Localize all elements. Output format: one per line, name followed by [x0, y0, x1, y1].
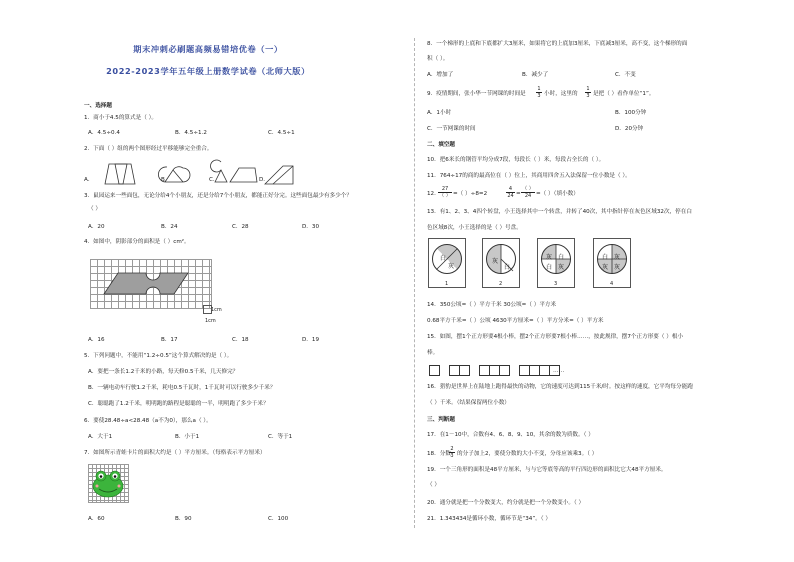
question-18-part1: 18．分数 — [427, 451, 451, 457]
q4-shaded-shape — [90, 259, 212, 309]
question-18-part2: 的分子加上2，要使分数的大小不变，分母应该乘3。（ ） — [457, 451, 598, 457]
question-13-line2: 色区域8次，小王选择的是（ ）号盘。 — [427, 225, 522, 231]
spinner-3-white-label-2: 白 — [546, 264, 553, 271]
question-14-line2: 0.68平方千米=（ ）公顷 4630平方厘米=（ ）平方分米=（ ）平方米 — [427, 318, 604, 324]
question-13-line1: 13．有1、2、3、4四个转盘，小王选择其中一个转盘，并转了40次，其中指针停在灰色区域32次，停在白 — [427, 209, 692, 215]
q6-option-c: C．等于1 — [268, 434, 293, 440]
frog-card-image — [88, 464, 129, 503]
question-15-line2: 棒。 — [427, 350, 439, 356]
q4-option-b: B．17 — [161, 337, 178, 343]
question-3-line2: （ ） — [88, 206, 101, 212]
q4-unit-label-bottom: 1cm — [205, 318, 216, 324]
q7-option-a: A．60 — [88, 516, 105, 522]
q12-frac1-numerator: 27 — [441, 186, 449, 192]
spinner-2-white-label: 白 — [504, 264, 511, 271]
question-17: 17．在1－10中，合数有4、6、8、9、10，其余的数为质数。（ ） — [427, 432, 594, 438]
q2-option-c: C． — [209, 177, 219, 183]
spinner-4-white-label: 白 — [602, 254, 609, 261]
spinner-1-gray-label: 灰 — [448, 263, 455, 270]
q12-equals: = — [516, 191, 521, 197]
section-judge-heading: 三、判断题 — [427, 417, 455, 423]
spinner-3-gray-label-2: 灰 — [558, 264, 565, 271]
q4-unit-label-side: 1cm — [211, 307, 222, 313]
section-fill-heading: 二、填空题 — [427, 142, 455, 148]
q9-option-b: B．100分钟 — [615, 110, 647, 116]
spinner-3-gray-label-1: 灰 — [546, 254, 553, 261]
q2-option-a: A． — [84, 177, 94, 183]
q7-option-c: C．100 — [268, 516, 289, 522]
q12-frac2-numerator: 4 — [508, 186, 513, 192]
q3-option-d: D．30 — [302, 224, 320, 230]
q1-option-b: B．4.5÷1.2 — [175, 130, 207, 136]
spinner-3-white-label-1: 白 — [558, 254, 565, 261]
spinner-4-gray-label-2: 灰 — [602, 264, 609, 271]
q15-squares-figure — [429, 365, 569, 377]
question-16-line1: 16．猎豹是世界上在陆地上跑得最快的动物，它的速度可达到115千米/时。按这样的速度，它平均每分能跑 — [427, 384, 693, 390]
q8-option-c: C．不变 — [615, 72, 636, 78]
question-15-line1: 15．如图，摆1个正方形要4根小棒，摆2个正方形要7根小棒……，按此规律，摆7个正方形要（ ）根小 — [427, 334, 684, 340]
question-19-line2: （ ） — [427, 482, 440, 488]
q9-fraction2-denominator: 3 — [586, 93, 590, 99]
q18-fraction-numerator: 2 — [450, 446, 454, 452]
q9-option-a: A．1小时 — [427, 110, 452, 116]
q4-option-c: C．18 — [232, 337, 249, 343]
q15-ellipsis: …… — [553, 368, 565, 374]
spinner-2-number: 2 — [499, 281, 503, 287]
q6-option-b: B．小于1 — [175, 434, 200, 440]
q1-option-c: C．4.5÷1 — [268, 130, 295, 136]
question-3-line1: 3．鼠园运来一些面包，无论分给4个小朋友，还是分给7个小朋友，都能正好分完。这些面包最少有多少个？ — [84, 193, 352, 199]
q12-frac3-numerator: （ ） — [522, 186, 534, 192]
q5-option-a: A．要把一条长1.2千米的小路，每天修0.5千米，几天修完？ — [88, 369, 239, 375]
q1-option-a: A．4.5÷0.4 — [88, 130, 120, 136]
q12-frac2-denominator: 24 — [507, 193, 514, 199]
q9-fraction2-numerator: 1 — [586, 86, 590, 92]
right-column — [397, 0, 794, 562]
question-9-part2: 小时，这里的 — [544, 91, 578, 97]
q18-fraction-denominator: 3 — [450, 453, 454, 459]
spinner-3-number: 3 — [554, 281, 558, 287]
question-7: 7．如图所示青蛙卡片的面积大约是（ ）平方厘米。（每格表示平方厘米） — [84, 450, 266, 456]
q4-option-a: A．16 — [88, 337, 105, 343]
q5-option-c: C．聪聪跑了1.2千米，明明跑的路程是聪聪的一半，明明跑了多少千米？ — [88, 401, 269, 407]
spinner-4-number: 4 — [610, 281, 614, 287]
q6-option-a: A．大于1 — [88, 434, 113, 440]
q9-fraction-denominator: 3 — [537, 93, 541, 99]
spinner-4-gray-label-1: 灰 — [614, 254, 621, 261]
question-14-line1: 14．350公顷=（ ）平方千米 30公顷=（ ）平方米 — [427, 302, 557, 308]
question-4: 4．如图中，阴影部分的面积是（ ）cm²。 — [84, 239, 190, 245]
question-10: 10．把6米长的钢管平均分成7段，每段长（ ）米，每段占全长的（ ）。 — [427, 157, 605, 163]
q8-option-b: B．减少了 — [522, 72, 549, 78]
spinner-1-white-label: 白 — [440, 255, 447, 262]
q9-option-d: D．20分钟 — [615, 126, 644, 132]
question-20: 20．通分就是把一个分数变大，约分就是把一个分数变小。（ ） — [427, 500, 585, 506]
question-2: 2．下面（ ）组的两个图形经过平移能够完全重合。 — [84, 146, 213, 152]
question-16-line2: （ ）千米。（结果保留两位小数） — [427, 400, 510, 406]
question-9-part1: 9．疫情期间，张小华一节网课的时间是 — [427, 91, 526, 97]
spinner-2-gray-label: 灰 — [492, 258, 499, 265]
spinner-1-number: 1 — [445, 281, 449, 287]
question-21: 21．1.343434是循环小数，循环节是“34”。（ ） — [427, 516, 552, 522]
q9-option-c: C．一节网课的时间 — [427, 126, 476, 132]
section-choice-heading: 一、选择题 — [84, 103, 112, 109]
question-12-label: 12． — [427, 191, 440, 197]
page-title: 期末冲刺必刷题高频易错培优卷（一） — [133, 44, 283, 54]
q5-option-b: B．一辆电动车行驶1.2千米，耗电0.5千瓦时，1千瓦时可以行驶多少千米？ — [88, 385, 276, 391]
page-subtitle: 2022-2023学年五年级上册数学试卷（北师大版） — [106, 66, 310, 76]
spinner-1-divider — [432, 244, 462, 274]
question-19-line1: 19．一个三角形的面积是48平方厘米，与与它等底等高的平行四边形的面积比它大48平方厘米。 — [427, 467, 667, 473]
q3-option-b: B．24 — [161, 224, 178, 230]
question-6: 6．要使28.48÷a<28.48（a不为0），那么a（ ）。 — [84, 418, 212, 424]
q2-option-b: B． — [161, 177, 171, 183]
spinner-2-divider — [486, 244, 516, 274]
spinner-4-gray-label-3: 灰 — [614, 264, 621, 271]
question-8-line2: 积（ ）。 — [427, 56, 449, 62]
q12-frac3-denominator: 24 — [524, 193, 532, 199]
q2-option-d: D． — [259, 177, 269, 183]
q8-option-a: A．增加了 — [427, 72, 454, 78]
question-8-line1: 8．一个梯形的上底和下底都扩大3厘米，如果将它的上底加3厘米，下底减3厘米，高不变，这个梯形的面 — [427, 41, 688, 47]
question-5: 5．下列问题中，不能用“1.2÷0.5”这个算式解决的是（ ）。 — [84, 353, 233, 359]
q7-option-b: B．90 — [175, 516, 192, 522]
q9-fraction-numerator: 1 — [537, 86, 541, 92]
question-12-middle: =（ ）÷8=2 — [453, 191, 488, 197]
q12-frac1-denominator: （ ） — [439, 193, 451, 199]
question-11: 11．764÷17的商的最高位在（ ）位上，其商用四舍五入法保留一位小数是（ ）。 — [427, 173, 631, 179]
question-9-part3: 是把（ ）看作单位“1”。 — [593, 91, 655, 97]
question-1: 1．商小于4.5的算式是（ ）。 — [84, 115, 157, 121]
q4-option-d: D．19 — [302, 337, 320, 343]
q3-option-c: C．28 — [232, 224, 249, 230]
question-12-tail: =（ ）（填小数） — [536, 191, 579, 197]
q2-shapes-figure — [97, 158, 297, 190]
q3-option-a: A．20 — [88, 224, 105, 230]
